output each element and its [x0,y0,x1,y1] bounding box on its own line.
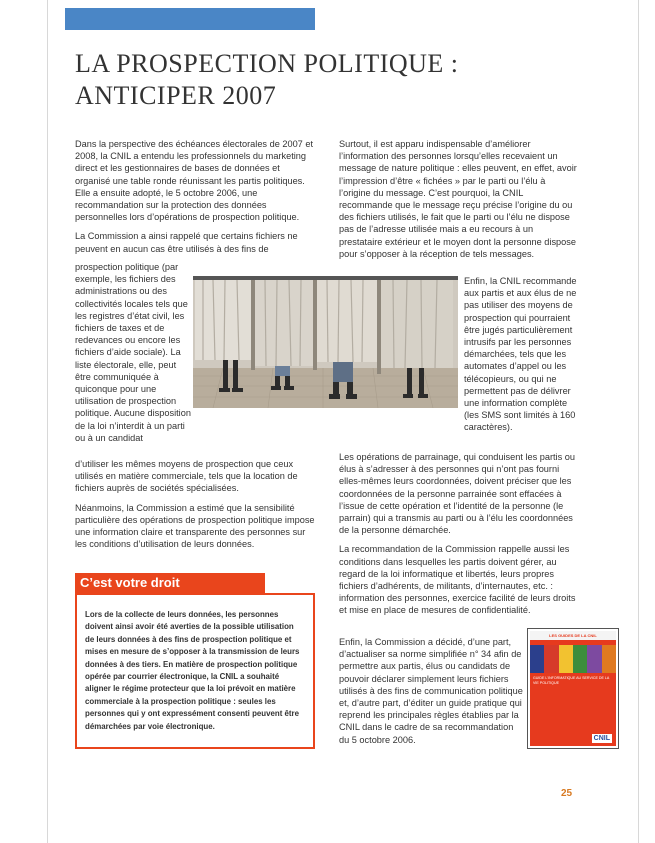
guide-cover-stripe-4 [587,645,601,673]
voting-booth-illustration [193,276,458,408]
guide-cover-stripes [530,645,616,673]
guide-cover-stripe-0 [530,645,544,673]
right-paragraph-1: Surtout, il est apparu indispensable d’améliorer l’information des personnes lorsqu’elles recevaient un message de nature politique : elles peuvent, en effet, avoir l’impression d’être « fichées » par le parti ou l’élu à l’origine du message. C’est pourquoi, la CNIL recommande que le message reçu précise l’origine du ou des fichiers utilisés, le fait que le parti ou l’élu ne dispose pas de l’adresse utilisée mais a eu recours à un prestataire extérieur et le moyen dont la personne dispose pour s’opposer à la réception de tels messages. [339,139,577,259]
left-column-wrap [75,261,191,451]
top-color-bar [65,8,315,30]
page-title [75,48,555,112]
left-paragraph-2-start: La Commission a ainsi rappelé que certains fichiers ne peuvent en aucun cas être utilisés à des fins de [75,231,298,254]
right-column-guide-text [339,636,525,753]
voting-booth-photo [193,276,458,408]
left-paragraph-1: Dans la perspective des échéances électorales de 2007 et 2008, la CNIL a entendu les professionnels du marketing direct et les gestionnaires de bases de données et organisé une table ronde réunissant les partis politiques. Elle a ensuite adopté, le 5 octobre 2006, une recommandation sur la protection des données personnelles lors d’opérations de prospection politique. [75,139,314,223]
title-line-2: ANTICIPER 2007 [75,81,277,110]
guide-cover-stripe-5 [602,645,616,673]
cnil-logo: CNIL [593,735,610,742]
right-column-bottom [339,451,577,624]
left-paragraph-2-wrap: prospection politique (par exemple, les fichiers des administrations ou des collectivités locales tels que les registres d’état civil, les fichiers de taxes et de redevances ou encore les fichiers d’aide sociale). La liste électorale, elle, peut être communiquée à quiconque pour une utilisation de prospection politique. Aucune disposition de la loi n’interdit à un parti ou à un candidat [75,262,191,443]
guide-cover-inner [530,631,616,746]
guide-cover-image [527,628,619,749]
guide-cover-stripe-2 [559,645,573,673]
left-column-bottom [75,458,315,557]
right-paragraph-3: Les opérations de parrainage, qui conduisent les partis ou élus à s’adresser à des personnes qui n’ont pas fourni elles-mêmes leurs coordonnées, doivent préciser que les coordonnées de la personne parrainée sont effacées à l’issue de cette opération et l’identité de la personne (le parrain) qui a transmis au parti ou à l’élu les coordonnées de la personne démarchée. [339,452,575,536]
guide-cover-stripe-3 [573,645,587,673]
title-line-1: LA PROSPECTION POLITIQUE : [75,49,459,78]
right-paragraph-2: Enfin, la CNIL recommande aux partis et aux élus de ne pas utiliser des moyens de prospection qui pourraient être jugés particulièrement intrusifs par les personnes démarchées, tels que les automates d’appel ou les télécopieurs, ou qui ne permettent pas de délivrer une information complète (les SMS sont limités à 160 caractères). [464,276,577,433]
left-column-top [75,138,315,262]
page-number: 25 [561,788,573,799]
guide-cover-stripe-1 [544,645,558,673]
guide-cover-text: GUIDE L'INFORMATIQUE AU SERVICE DE LA VIE POLITIQUE [533,676,610,685]
left-paragraph-2-end: d’utiliser les mêmes moyens de prospection que ceux utilisés en matière commerciale, tels que la location de fichiers auprès de sociétés spécialisées. [75,459,298,494]
right-column-top [339,138,577,267]
right-paragraph-4: La recommandation de la Commission rappelle aussi les conditions dans lesquelles les partis doivent gérer, au regard de la loi informatique et libertés, leurs propres fichiers d’adhérents, de militants, d’internautes, etc. : information des personnes, exercice facilité de leurs droits et mise en place de mesures de confidentialité. [339,544,576,616]
guide-cover-top-label: LES GUIDES DE LA CNIL [530,631,616,640]
right-column-wrap [464,275,577,441]
votre-droit-body: Lors de la collecte de leurs données, les personnes doivent ainsi avoir été averties de la possible utilisation de leurs données à des fins de prospection politique et mises en mesure de s’opposer à la transmission de leurs données à des tiers. En matière de prospection politique opérée par courrier électronique, la CNIL a souhaité aligner le régime protecteur que la loi prévoit en matière commerciale à la prospection politique : seules les personnes qui y ont expressément consenti peuvent être démarchées par voie électronique. [75,593,315,749]
right-paragraph-5: Enfin, la Commission a décidé, d’une part, d’actualiser sa norme simplifiée n° 34 afin de permettre aux partis, élus ou candidats de pouvoir déclarer simplement leurs fichiers utilisés à des fins de communication politique et, d’autre part, d’éditer un guide pratique qui reprend les principales règles établies par la CNIL dans le cadre de sa recommandation du 5 octobre 2006. [339,637,523,745]
left-paragraph-3: Néanmoins, la Commission a estimé que la sensibilité particulière des opérations de prospection politique impose une information claire et transparente des personnes sur les conditions d’utilisation de leurs données. [75,502,315,550]
votre-droit-header: C’est votre droit [75,573,265,593]
votre-droit-box [75,573,315,749]
